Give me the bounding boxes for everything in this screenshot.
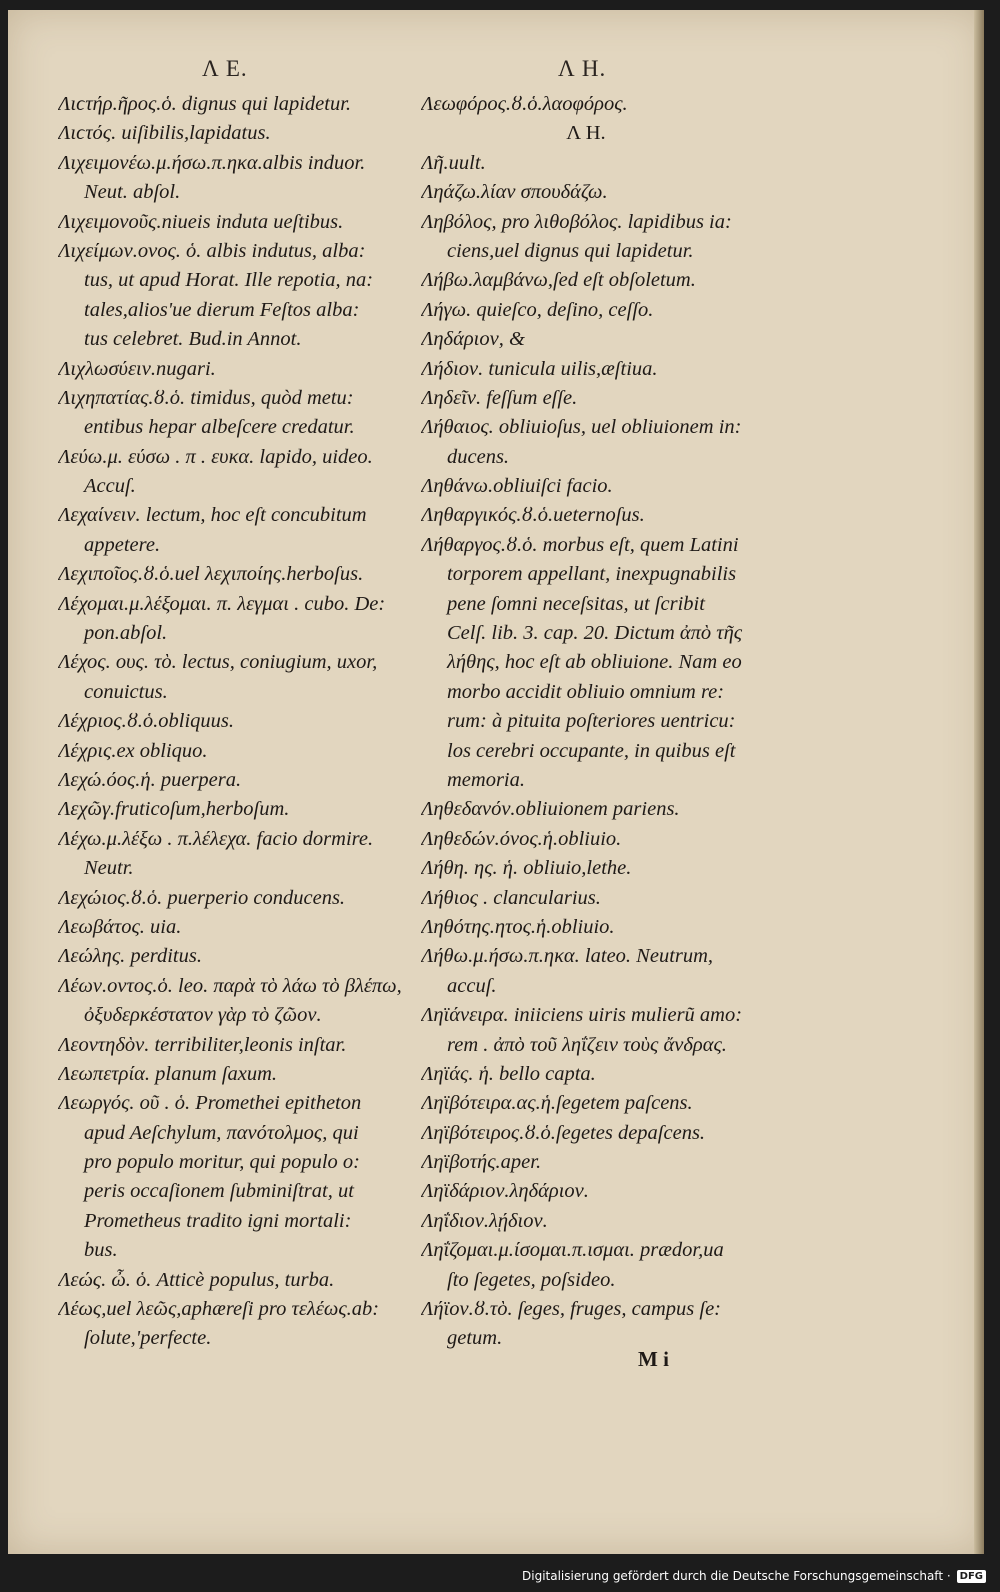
dictionary-line: Ληθεδών.όνος.ἡ.obliuio. bbox=[421, 827, 622, 850]
dictionary-line: ſto ſegetes, poſsideo. bbox=[447, 1268, 616, 1291]
dictionary-line: Neutr. bbox=[84, 857, 134, 880]
dictionary-line: Ληϊάς. ἡ. bello capta. bbox=[421, 1062, 596, 1085]
dictionary-line: ciens,uel dignus qui lapidetur. bbox=[447, 239, 694, 262]
dictionary-line: Λεχιποῖος.ȣ.ὁ.uel λεχιποίης.herboſus. bbox=[58, 563, 364, 586]
dictionary-line: rum: à pituita poſteriores uentricu: bbox=[447, 710, 736, 733]
dictionary-line: Λεύω.μ. εύσω . π . ευκα. lapido, uideo. bbox=[58, 445, 373, 468]
dictionary-line: Ληδάριον, & bbox=[421, 328, 525, 351]
dictionary-line: Λιϲτός. uiſibilis,lapidatus. bbox=[58, 122, 271, 145]
dictionary-line: Λεχῶγ.fruticoſum,herboſum. bbox=[58, 798, 290, 821]
dictionary-line: Λέχρις.ex obliquo. bbox=[58, 739, 208, 762]
dictionary-line: ducens. bbox=[447, 445, 510, 468]
dictionary-line: Λήθαιος. obliuioſus, uel obliuionem in: bbox=[421, 416, 742, 439]
book-page bbox=[8, 10, 984, 1554]
dictionary-line: Λήϊον.ȣ.τὸ. ſeges, fruges, campus ſe: bbox=[421, 1298, 721, 1321]
dictionary-line: Λεχώ.όος.ἡ. puerpera. bbox=[58, 768, 242, 791]
dictionary-line: Λῆ.uult. bbox=[421, 151, 486, 174]
dictionary-line: Λεώλης. perditus. bbox=[58, 945, 202, 968]
dictionary-line: Neut. abſol. bbox=[84, 181, 181, 204]
dictionary-line: Λέως,uel λεῶς,aphæreſi pro τελέως.ab: bbox=[58, 1298, 380, 1321]
dictionary-line: Λιχειμονέω.μ.ήσω.π.ηκα.albis induor. bbox=[58, 151, 366, 174]
dictionary-line: bus. bbox=[84, 1239, 118, 1262]
dictionary-line: Ληδεῖν. feſſum eſſe. bbox=[421, 386, 578, 409]
dictionary-line: Λέχομαι.μ.λέξομαι. π. λεγμαι . cubo. De: bbox=[58, 592, 386, 615]
dictionary-line: Λεωβάτος. uia. bbox=[58, 915, 182, 938]
left-column bbox=[58, 90, 418, 1354]
dictionary-line: pro populo moritur, qui populo o: bbox=[84, 1151, 361, 1174]
dictionary-line: Accuſ. bbox=[84, 475, 136, 498]
dictionary-line: Λήθω.μ.ήσω.π.ηκα. lateo. Neutrum, bbox=[421, 945, 714, 968]
dictionary-line: tus celebret. Bud.in Annot. bbox=[84, 328, 302, 351]
dictionary-line: Λήθαργος.ȣ.ὁ. morbus eſt, quem Latini bbox=[421, 533, 739, 556]
dictionary-line: Λιχειμονοῦς.niueis induta ueſtibus. bbox=[58, 210, 344, 233]
dictionary-line: Λήγω. quieſco, deſino, ceſſo. bbox=[421, 298, 654, 321]
dictionary-line: Λήβω.λαμβάνω,ſed eſt obſoletum. bbox=[421, 269, 696, 292]
dictionary-line: Λέχριος.ȣ.ὁ.obliquus. bbox=[58, 710, 235, 733]
dictionary-line: Ληβόλος, pro λιθοβόλος. lapidibus ia: bbox=[421, 210, 732, 233]
running-head-left: Λ E. bbox=[202, 56, 248, 81]
dictionary-line: entibus hepar albeſcere credatur. bbox=[84, 416, 355, 439]
right-column bbox=[421, 90, 781, 1354]
footer-credit bbox=[522, 1564, 986, 1588]
dictionary-line: Λιχείμων.ονος. ὁ. albis indutus, alba: bbox=[58, 239, 366, 262]
dictionary-line: Ληϊβότειρος.ȣ.ὁ.ſegetes depaſcens. bbox=[421, 1121, 706, 1144]
dictionary-line: Ληϊάνειρα. iniiciens uiris mulierũ amo: bbox=[421, 1004, 743, 1027]
dictionary-line: torporem appellant, inexpugnabilis bbox=[447, 563, 737, 586]
dictionary-line: Ληάζω.λίαν σπουδάζω. bbox=[421, 181, 608, 204]
dictionary-line: Λεωπετρία. planum ſaxum. bbox=[58, 1062, 278, 1085]
dictionary-line: tales,alios'ue dierum Feſtos alba: bbox=[84, 298, 360, 321]
dictionary-line: Ληΐδιον.λῄδιον. bbox=[421, 1209, 548, 1232]
signature-mark: M i bbox=[638, 1347, 669, 1371]
page-edge bbox=[974, 10, 984, 1554]
dictionary-line: Λήδιον. tunicula uilis,æſtiua. bbox=[421, 357, 658, 380]
dictionary-line: Λεωφόρος.ȣ.ὁ.λαοφόρος. bbox=[421, 93, 628, 115]
dictionary-line: Ληθότης.ητος.ἡ.obliuio. bbox=[421, 915, 615, 938]
dictionary-line: Ληΐζομαι.μ.ίσομαι.π.ισμαι. prædor,ua bbox=[421, 1239, 724, 1262]
running-head-right: Λ H. bbox=[558, 56, 607, 81]
dictionary-line: Λιϲτήρ.ῆρος.ὁ. dignus qui lapidetur. bbox=[58, 93, 352, 115]
dictionary-line: Ληϊβοτής.aper. bbox=[421, 1151, 542, 1174]
dictionary-line: getum. bbox=[447, 1327, 503, 1350]
dictionary-line: morbo accidit obliuio omnium re: bbox=[447, 680, 725, 703]
dictionary-line: Λήθιος . clancularius. bbox=[421, 886, 601, 909]
dictionary-line: rem . ἀπὸ τοῦ ληΐζειν τοὺς ἄνδρας. bbox=[447, 1033, 727, 1056]
section-heading: Λ H. bbox=[566, 122, 606, 145]
dictionary-line: pene ſomni neceſsitas, ut ſcribit bbox=[447, 592, 705, 615]
dictionary-line: Λέχω.μ.λέξω . π.λέλεχα. facio dormire. bbox=[58, 827, 374, 850]
dictionary-line: Λιχηπατίας.ȣ.ὁ. timidus, quòd metu: bbox=[58, 386, 354, 409]
dictionary-line: Λιχλωσύειν.nugari. bbox=[58, 357, 216, 380]
dictionary-line: pon.abſol. bbox=[84, 622, 168, 645]
dictionary-line: Ληθαργικός.ȣ.ὁ.ueternoſus. bbox=[421, 504, 645, 527]
dictionary-line: memoria. bbox=[447, 768, 526, 791]
dictionary-line: Λεώς. ὦ. ὁ. Atticè populus, turba. bbox=[58, 1268, 335, 1291]
dictionary-line: Ληθεδανόν.obliuionem pariens. bbox=[421, 798, 680, 821]
dictionary-line: Λεοντηδὸν. terribiliter,leonis inſtar. bbox=[58, 1033, 347, 1056]
dictionary-line: Λεωργός. οῦ . ὁ. Promethei epitheton bbox=[58, 1092, 362, 1115]
dictionary-line: ſolute,'perfecte. bbox=[84, 1327, 212, 1350]
dictionary-line: tus, ut apud Horat. Ille repotia, na: bbox=[84, 269, 374, 292]
dictionary-line: conuictus. bbox=[84, 680, 168, 703]
dictionary-line: Λήθη. ης. ἡ. obliuio,lethe. bbox=[421, 857, 632, 880]
dictionary-line: Prometheus tradito igni mortali: bbox=[84, 1209, 352, 1232]
dictionary-line: apud Aeſchylum, πανότολμος, qui bbox=[84, 1121, 359, 1144]
dictionary-line: λήθης, hoc eſt ab obliuione. Nam eo bbox=[447, 651, 742, 674]
footer-text: Digitalisierung gefördert durch die Deutsche Forschungsgemeinschaft · bbox=[522, 1569, 951, 1583]
dictionary-line: Celſ. lib. 3. cap. 20. Dictum ἀπὸ τῆς bbox=[447, 622, 743, 645]
dictionary-line: Ληϊβότειρα.ας.ἡ.ſegetem paſcens. bbox=[421, 1092, 693, 1115]
dictionary-line: appetere. bbox=[84, 533, 161, 556]
dictionary-line: Λεχαίνειν. lectum, hoc eſt concubitum bbox=[58, 504, 367, 527]
dictionary-line: ὀξυδερκέστατον γὰρ τὸ ζῶον. bbox=[84, 1004, 322, 1027]
dictionary-line: Λέχος. ους. τὸ. lectus, coniugium, uxor, bbox=[58, 651, 378, 674]
dictionary-line: Λέων.οντος.ὁ. leo. παρὰ τὸ λάω τὸ βλέπω, bbox=[58, 974, 402, 997]
dictionary-line: los cerebri occupante, in quibus eſt bbox=[447, 739, 736, 762]
dictionary-line: Λεχώιος.ȣ.ὁ. puerperio conducens. bbox=[58, 886, 346, 909]
dictionary-line: Ληθάνω.obliuiſci facio. bbox=[421, 475, 613, 498]
dfg-logo: DFG bbox=[957, 1570, 986, 1583]
dictionary-line: peris occaſionem ſubminiſtrat, ut bbox=[84, 1180, 354, 1203]
dictionary-line: accuſ. bbox=[447, 974, 497, 997]
dictionary-line: Ληϊδάριον.ληδάριον. bbox=[421, 1180, 589, 1203]
